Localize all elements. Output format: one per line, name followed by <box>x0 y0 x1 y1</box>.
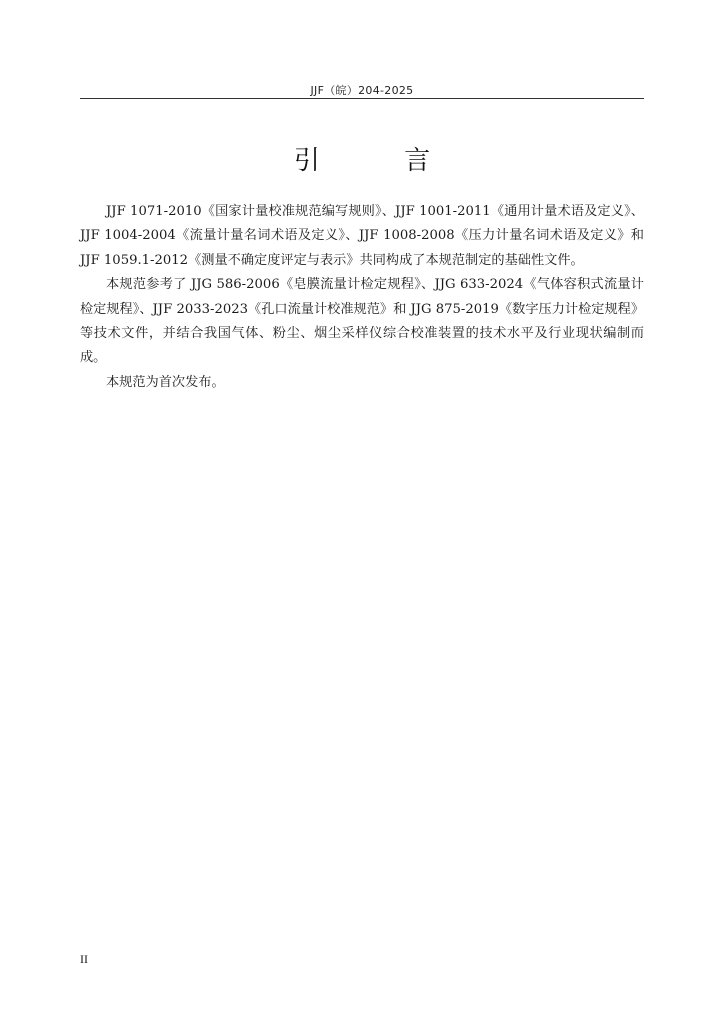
paragraph-normative-references: JJF 1071-2010《国家计量校准规范编写规则》、JJF 1001-2011《通用计量术语及定义》、JJF 1004-2004《流量计量名词术语及定义》、JJF 1008-2008《压力计量名词术语及定义》和 JJF 1059.1-2012《测量不确定度评定与表示》共同构成了本规范制定的基础性文件。 <box>80 204 644 268</box>
paragraph-technical-references: 本规范参考了 JJG 586-2006《皂膜流量计检定规程》、JJG 633-2024《气体容积式流量计检定规程》、JJF 2033-2023《孔口流量计校准规范》和 JJG 875-2019《数字压力计检定规程》等技术文件，并结合我国气体、粉尘、烟尘采样仪综合校准装置的技术水平及行业现状编制而成。 <box>80 277 645 366</box>
header-rule <box>80 98 644 99</box>
paragraph-first-release: 本规范为首次发布。 <box>106 374 225 390</box>
running-header: JJF（皖）204-2025 <box>310 84 414 97</box>
body-text <box>80 200 644 395</box>
section-title: 引 言 <box>293 146 469 176</box>
page-number: II <box>80 952 88 966</box>
